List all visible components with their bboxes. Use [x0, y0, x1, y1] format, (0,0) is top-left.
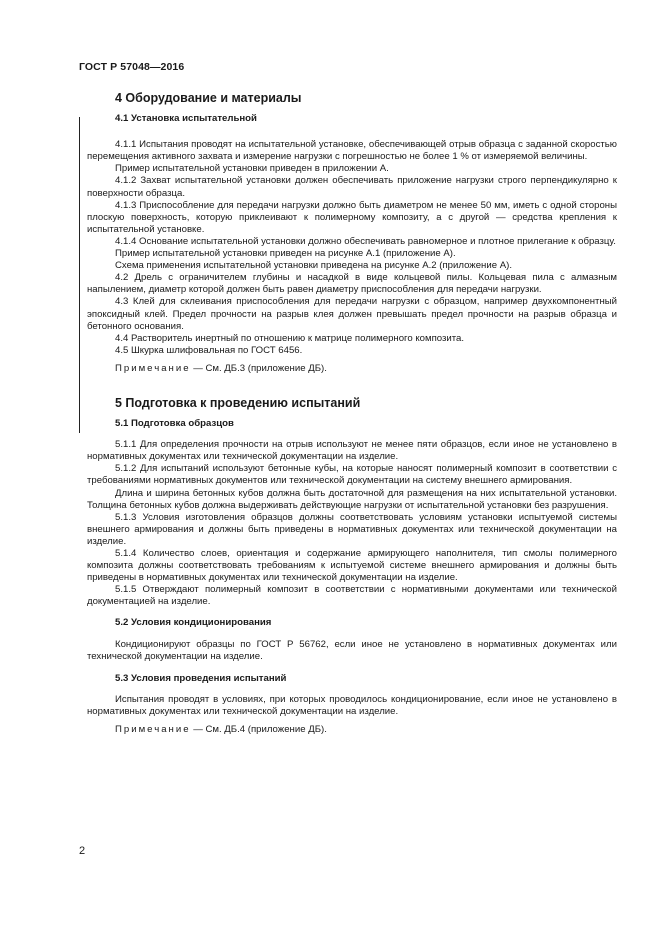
note — [87, 724, 617, 736]
section-5-heading: 5 Подготовка к проведению испытаний — [115, 395, 361, 410]
paragraph: 4.4 Растворитель инертный по отношению к матрице полимерного композита. — [115, 332, 465, 344]
note-label: Примечание — [115, 724, 191, 736]
note-text: — См. ДБ.3 (приложение ДБ). — [190, 362, 327, 374]
page-content — [87, 92, 617, 736]
paragraph: 4.1.2 Захват испытательной установки должен обеспечивать приложение нагрузки строго перпендикулярно к поверхности образца. — [87, 175, 617, 199]
paragraph: 4.5 Шкурка шлифовальная по ГОСТ 6456. — [115, 344, 303, 356]
paragraph: 4.1.1 Испытания проводят на испытательной установке, обеспечивающей отрыв образца с заданной скоростью перемещения активного захвата и измерение нагрузки с погрешностью не более 1 % от измеряемой величины. — [87, 139, 617, 163]
paragraph: Испытания проводят в условиях, при которых проводилось кондиционирование, если иное не установлено в нормативных документах или технической документации на изделие. — [87, 693, 617, 717]
subsection-5-3-heading: 5.3 Условия проведения испытаний — [115, 672, 287, 684]
paragraph: 5.1.3 Условия изготовления образцов должны соответствовать условиям установки испытуемой системы внешнего армирования и должны быть приведены в нормативных документах или технической документации на изделие. — [87, 511, 617, 547]
document-header: ГОСТ Р 57048—2016 — [79, 61, 185, 73]
paragraph: Длина и ширина бетонных кубов должна быть достаточной для размещения на них испытательной установки. Толщина бетонных кубов должна выдерживать действующие нагрузки от испытательной установки без разрушения. — [87, 487, 617, 511]
note — [87, 363, 617, 375]
note-label: Примечание — [115, 362, 191, 374]
page-number: 2 — [79, 845, 86, 857]
paragraph: 4.3 Клей для склеивания приспособления для передачи нагрузки с образцом, например двухкомпонентный эпоксидный клей. Предел прочности на разрыв клея должен превышать предел прочности на разрыв образца и бетонного основания. — [87, 296, 617, 332]
change-bar — [79, 117, 80, 433]
paragraph: 4.1.4 Основание испытательной установки должно обеспечивать равномерное и плотное прилегание к образцу. — [115, 235, 616, 247]
paragraph: 5.1.4 Количество слоев, ориентация и содержание армирующего наполнителя, тип смолы полимерного композита должны соответствовать требованиям к испытуемой системе внешнего армирования и должны быть приведены в нормативных документах или технической документации на изделие. — [87, 548, 617, 584]
section-4-heading: 4 Оборудование и материалы — [115, 91, 302, 105]
paragraph: Пример испытательной установки приведен на рисунке А.1 (приложение А). — [115, 248, 456, 260]
paragraph: 4.2 Дрель с ограничителем глубины и насадкой в виде кольцевой пилы. Кольцевая пила с алмазным напылением, диаметр которой должен быть равен диаметру приспособления для передачи нагрузки. — [87, 272, 617, 296]
paragraph: Схема применения испытательной установки приведена на рисунке А.2 (приложение А). — [115, 260, 512, 272]
paragraph: 5.1.2 Для испытаний используют бетонные кубы, на которые наносят полимерный композит в соответствии с требованиями нормативных документов или технической документации на систему внешнего армирования. — [87, 463, 617, 487]
paragraph: Кондиционируют образцы по ГОСТ Р 56762, если иное не установлено в нормативных документах или технической документации на изделие. — [87, 638, 617, 662]
paragraph: 5.1.1 Для определения прочности на отрыв используют не менее пяти образцов, если иное не установлено в нормативных документах или технической документации на изделие. — [87, 439, 617, 463]
subsection-4-1-heading: 4.1 Установка испытательной — [115, 113, 257, 125]
paragraph: 5.1.5 Отверждают полимерный композит в соответствии с нормативными документами или технической документацией на изделие. — [87, 584, 617, 608]
subsection-5-1-heading: 5.1 Подготовка образцов — [115, 418, 234, 430]
paragraph: Пример испытательной установки приведен в приложении А. — [115, 163, 389, 175]
paragraph: 4.1.3 Приспособление для передачи нагрузки должно быть диаметром не менее 50 мм, иметь с одной стороны плоскую поверхность, которую приклеивают к полимерному композиту, а с другой — средства крепления к испытательной установке. — [87, 199, 617, 235]
subsection-5-2-heading: 5.2 Условия кондиционирования — [115, 617, 272, 629]
note-text: — См. ДБ.4 (приложение ДБ). — [190, 724, 327, 736]
